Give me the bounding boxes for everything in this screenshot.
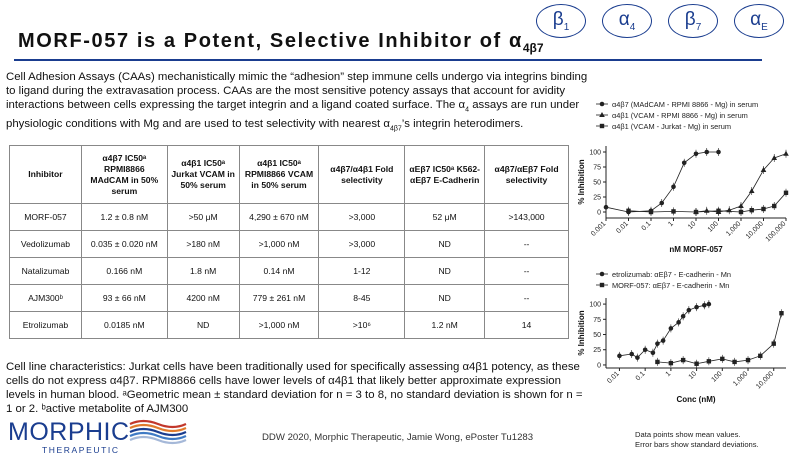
- data-point: [651, 350, 656, 355]
- series-line: [619, 304, 708, 358]
- table-cell: --: [485, 258, 569, 285]
- page-title: MORF-057 is a Potent, Selective Inhibitor of $\alpha_{4\beta 7}$: [18, 30, 544, 55]
- table-cell: MORF-057: [10, 204, 82, 231]
- data-point: [682, 161, 687, 166]
- table-cell: ND: [405, 285, 485, 312]
- table-header-cell: α4β1 IC50ᵃ RPMI8866 VCAM in 50% serum: [239, 146, 319, 204]
- data-point: [761, 207, 765, 211]
- legend-label: etrolizumab: αEβ7 - E-cadherin - Mn: [612, 270, 732, 279]
- table-cell: 4200 nM: [167, 285, 239, 312]
- table-row: [10, 204, 569, 231]
- chart-morf057-alpha4: [566, 98, 800, 268]
- data-point: [661, 338, 666, 343]
- data-point: [772, 341, 776, 345]
- logo-wave-icon: [128, 418, 188, 446]
- table-cell: >143,000: [485, 204, 569, 231]
- x-tick-label: 1: [664, 370, 673, 379]
- table-cell: >50 μM: [167, 204, 239, 231]
- data-point: [694, 305, 699, 310]
- x-tick-label: 10,000: [755, 370, 776, 391]
- data-point: [649, 210, 653, 214]
- data-point: [659, 201, 664, 206]
- y-tick-label: 25: [593, 194, 601, 202]
- table-cell: 779 ± 261 nM: [239, 285, 319, 312]
- cell-line-notes: Cell line characteristics: Jurkat cells have been traditionally used for specifically assessing α4β1 potency, as these cells do not express α4β7. RPMI8866 cells have lower levels of α4β1 that likely better approximate expression levels in human blood. ᵃGeometric mean ± standard deviation for n = 3 to 8, no standard deviation is shown for n = 1 or 2. ᵇactive metabolite of AJM300: [6, 361, 583, 415]
- chart-alphaE-beta7: [566, 268, 800, 418]
- data-point: [635, 355, 640, 360]
- data-point: [687, 308, 692, 313]
- table-row: [10, 231, 569, 258]
- data-point: [702, 303, 707, 308]
- table-cell: ND: [167, 312, 239, 339]
- series-line: [657, 313, 781, 364]
- y-tick-label: 100: [589, 149, 601, 157]
- y-tick-label: 0: [597, 209, 601, 217]
- table-cell: --: [485, 231, 569, 258]
- x-tick-label: 1,000: [725, 220, 743, 238]
- table-header-cell: αEβ7 IC50ᵃ K562-αEβ7 E-Cadherin: [405, 146, 485, 204]
- table-cell: >10⁶: [319, 312, 405, 339]
- data-point: [676, 320, 681, 325]
- y-tick-label: 75: [593, 164, 601, 172]
- data-point: [732, 360, 736, 364]
- y-tick-label: 50: [593, 332, 601, 340]
- data-point: [758, 354, 762, 358]
- table-cell: --: [485, 285, 569, 312]
- data-point: [604, 205, 609, 210]
- data-point: [739, 210, 743, 214]
- data-point: [617, 354, 622, 359]
- table-cell: >3,000: [319, 204, 405, 231]
- x-tick-label: 1,000: [732, 370, 750, 388]
- table-cell: 0.14 nM: [239, 258, 319, 285]
- table-cell: >3,000: [319, 231, 405, 258]
- data-point: [600, 283, 604, 287]
- data-point: [655, 341, 660, 346]
- data-point: [750, 208, 754, 212]
- x-tick-label: 10,000: [744, 220, 765, 241]
- x-axis-label: nM MORF-057: [669, 245, 723, 254]
- table-header-cell: α4β7 IC50ᵃ RPMI8866 MAdCAM in 50% serum: [81, 146, 167, 204]
- data-point: [720, 357, 724, 361]
- y-tick-label: 50: [593, 179, 601, 187]
- table-cell: 52 μM: [405, 204, 485, 231]
- data-point: [707, 359, 711, 363]
- table-header-cell: α4β7/α4β1 Fold selectivity: [319, 146, 405, 204]
- table-cell: AJM300ᵇ: [10, 285, 82, 312]
- x-tick-label: 1: [667, 220, 675, 229]
- data-point: [783, 151, 789, 156]
- beta1-circle: $\beta_1$: [536, 4, 586, 38]
- data-point: [716, 150, 721, 155]
- x-tick-label: 10: [686, 220, 698, 231]
- y-tick-label: 25: [593, 347, 601, 355]
- data-point: [681, 314, 686, 319]
- table-cell: ND: [405, 258, 485, 285]
- table-cell: 1.2 ± 0.8 nM: [81, 204, 167, 231]
- table-cell: >180 nM: [167, 231, 239, 258]
- x-tick-label: 0.1: [640, 220, 653, 233]
- table-cell: 93 ± 66 nM: [81, 285, 167, 312]
- y-tick-label: 0: [597, 362, 601, 370]
- table-header-cell: α4β7/αEβ7 Fold selectivity: [485, 146, 569, 204]
- alpha4-circle: $\alpha_4$: [602, 4, 652, 38]
- data-point: [600, 272, 605, 277]
- legend-label: MORF-057: αEβ7 - E-cadherin - Mn: [612, 281, 730, 290]
- data-point: [704, 150, 709, 155]
- data-point: [655, 360, 659, 364]
- table-row: [10, 312, 569, 339]
- table-cell: 0.035 ± 0.020 nM: [81, 231, 167, 258]
- legend-label: α4β1 (VCAM - RPMI 8866 - Mg) in serum: [612, 111, 748, 120]
- table-header-cell: α4β1 IC50ᵃ Jurkat VCAM in 50% serum: [167, 146, 239, 204]
- data-point: [784, 191, 788, 195]
- table-cell: Natalizumab: [10, 258, 82, 285]
- data-point: [746, 358, 750, 362]
- table-row: [10, 258, 569, 285]
- x-axis-label: Conc (nM): [676, 395, 716, 404]
- x-tick-label: 0.01: [615, 220, 630, 236]
- y-axis-label: % Inhibition: [577, 310, 586, 356]
- data-point: [629, 352, 634, 357]
- data-point: [694, 210, 698, 214]
- data-point: [704, 208, 710, 213]
- data-point: [716, 209, 720, 213]
- table-cell: Vedolizumab: [10, 231, 82, 258]
- table-cell: 1.8 nM: [167, 258, 239, 285]
- data-point: [669, 326, 674, 331]
- logo-wordmark: MORPHIC: [8, 418, 130, 446]
- data-point: [749, 188, 755, 193]
- x-tick-label: 100: [706, 220, 720, 234]
- intro-paragraph: Cell Adhesion Assays (CAAs) mechanistically mimic the “adhesion” step immune cells undergo via integrins binding to ligand during the extravasation process. CAAs are the most sensitive potency assays that account for avidity interactions between cells expressing the target integrin and a ligand coated surface. The $\alpha_4$ assays are run under physiologic conditions with Mg and are used to test selectivity with nearest $\alpha_{4\beta 7}’s$ integrin heterodimers.: [6, 71, 588, 133]
- x-tick-label: 100,000: [764, 220, 788, 244]
- data-point: [600, 124, 604, 128]
- table-cell: 1-12: [319, 258, 405, 285]
- table-header-row: [10, 146, 569, 204]
- data-point: [643, 347, 648, 352]
- data-point: [600, 102, 605, 107]
- data-point: [669, 361, 673, 365]
- y-tick-label: 75: [593, 316, 601, 324]
- logo-subtitle: THERAPEUTIC: [42, 445, 120, 455]
- data-point: [694, 362, 698, 366]
- table-cell: 0.0185 nM: [81, 312, 167, 339]
- table-cell: 8-45: [319, 285, 405, 312]
- table-cell: 4,290 ± 670 nM: [239, 204, 319, 231]
- x-tick-label: 100: [710, 370, 724, 384]
- selectivity-table: [9, 145, 569, 339]
- data-point: [681, 358, 685, 362]
- data-point: [772, 204, 776, 208]
- y-tick-label: 100: [589, 301, 601, 309]
- citation: DDW 2020, Morphic Therapeutic, Jamie Wong, ePoster Tu1283: [262, 432, 534, 443]
- table-cell: >1,000 nM: [239, 231, 319, 258]
- x-tick-label: 0.01: [606, 370, 621, 386]
- table-cell: 14: [485, 312, 569, 339]
- alphaE-circle: $\alpha_E$: [734, 4, 784, 38]
- data-point: [626, 209, 630, 213]
- title-divider: [14, 59, 762, 61]
- data-point: [694, 152, 699, 157]
- legend-label: α4β7 (MAdCAM - RPMI 8866 - Mg) in serum: [612, 100, 759, 109]
- table-cell: >1,000 nM: [239, 312, 319, 339]
- table-cell: 0.166 nM: [81, 258, 167, 285]
- data-point: [779, 311, 783, 315]
- table-cell: ND: [405, 231, 485, 258]
- legend-label: α4β1 (VCAM - Jurkat - Mg) in serum: [612, 122, 731, 131]
- data-point: [707, 302, 712, 307]
- x-tick-label: 10: [687, 370, 699, 381]
- x-tick-label: 0.1: [634, 370, 647, 383]
- y-axis-label: % Inhibition: [577, 159, 586, 205]
- table-cell: Etrolizumab: [10, 312, 82, 339]
- beta7-circle: $\beta_7$: [668, 4, 718, 38]
- data-point: [599, 112, 605, 117]
- x-tick-label: 0.001: [590, 220, 608, 238]
- data-point: [671, 185, 676, 190]
- data-point: [671, 209, 675, 213]
- table-cell: 1.2 nM: [405, 312, 485, 339]
- table-header-cell: Inhibitor: [10, 146, 82, 204]
- table-row: [10, 285, 569, 312]
- data-note: Data points show mean values. Error bars show standard deviations.: [635, 430, 759, 449]
